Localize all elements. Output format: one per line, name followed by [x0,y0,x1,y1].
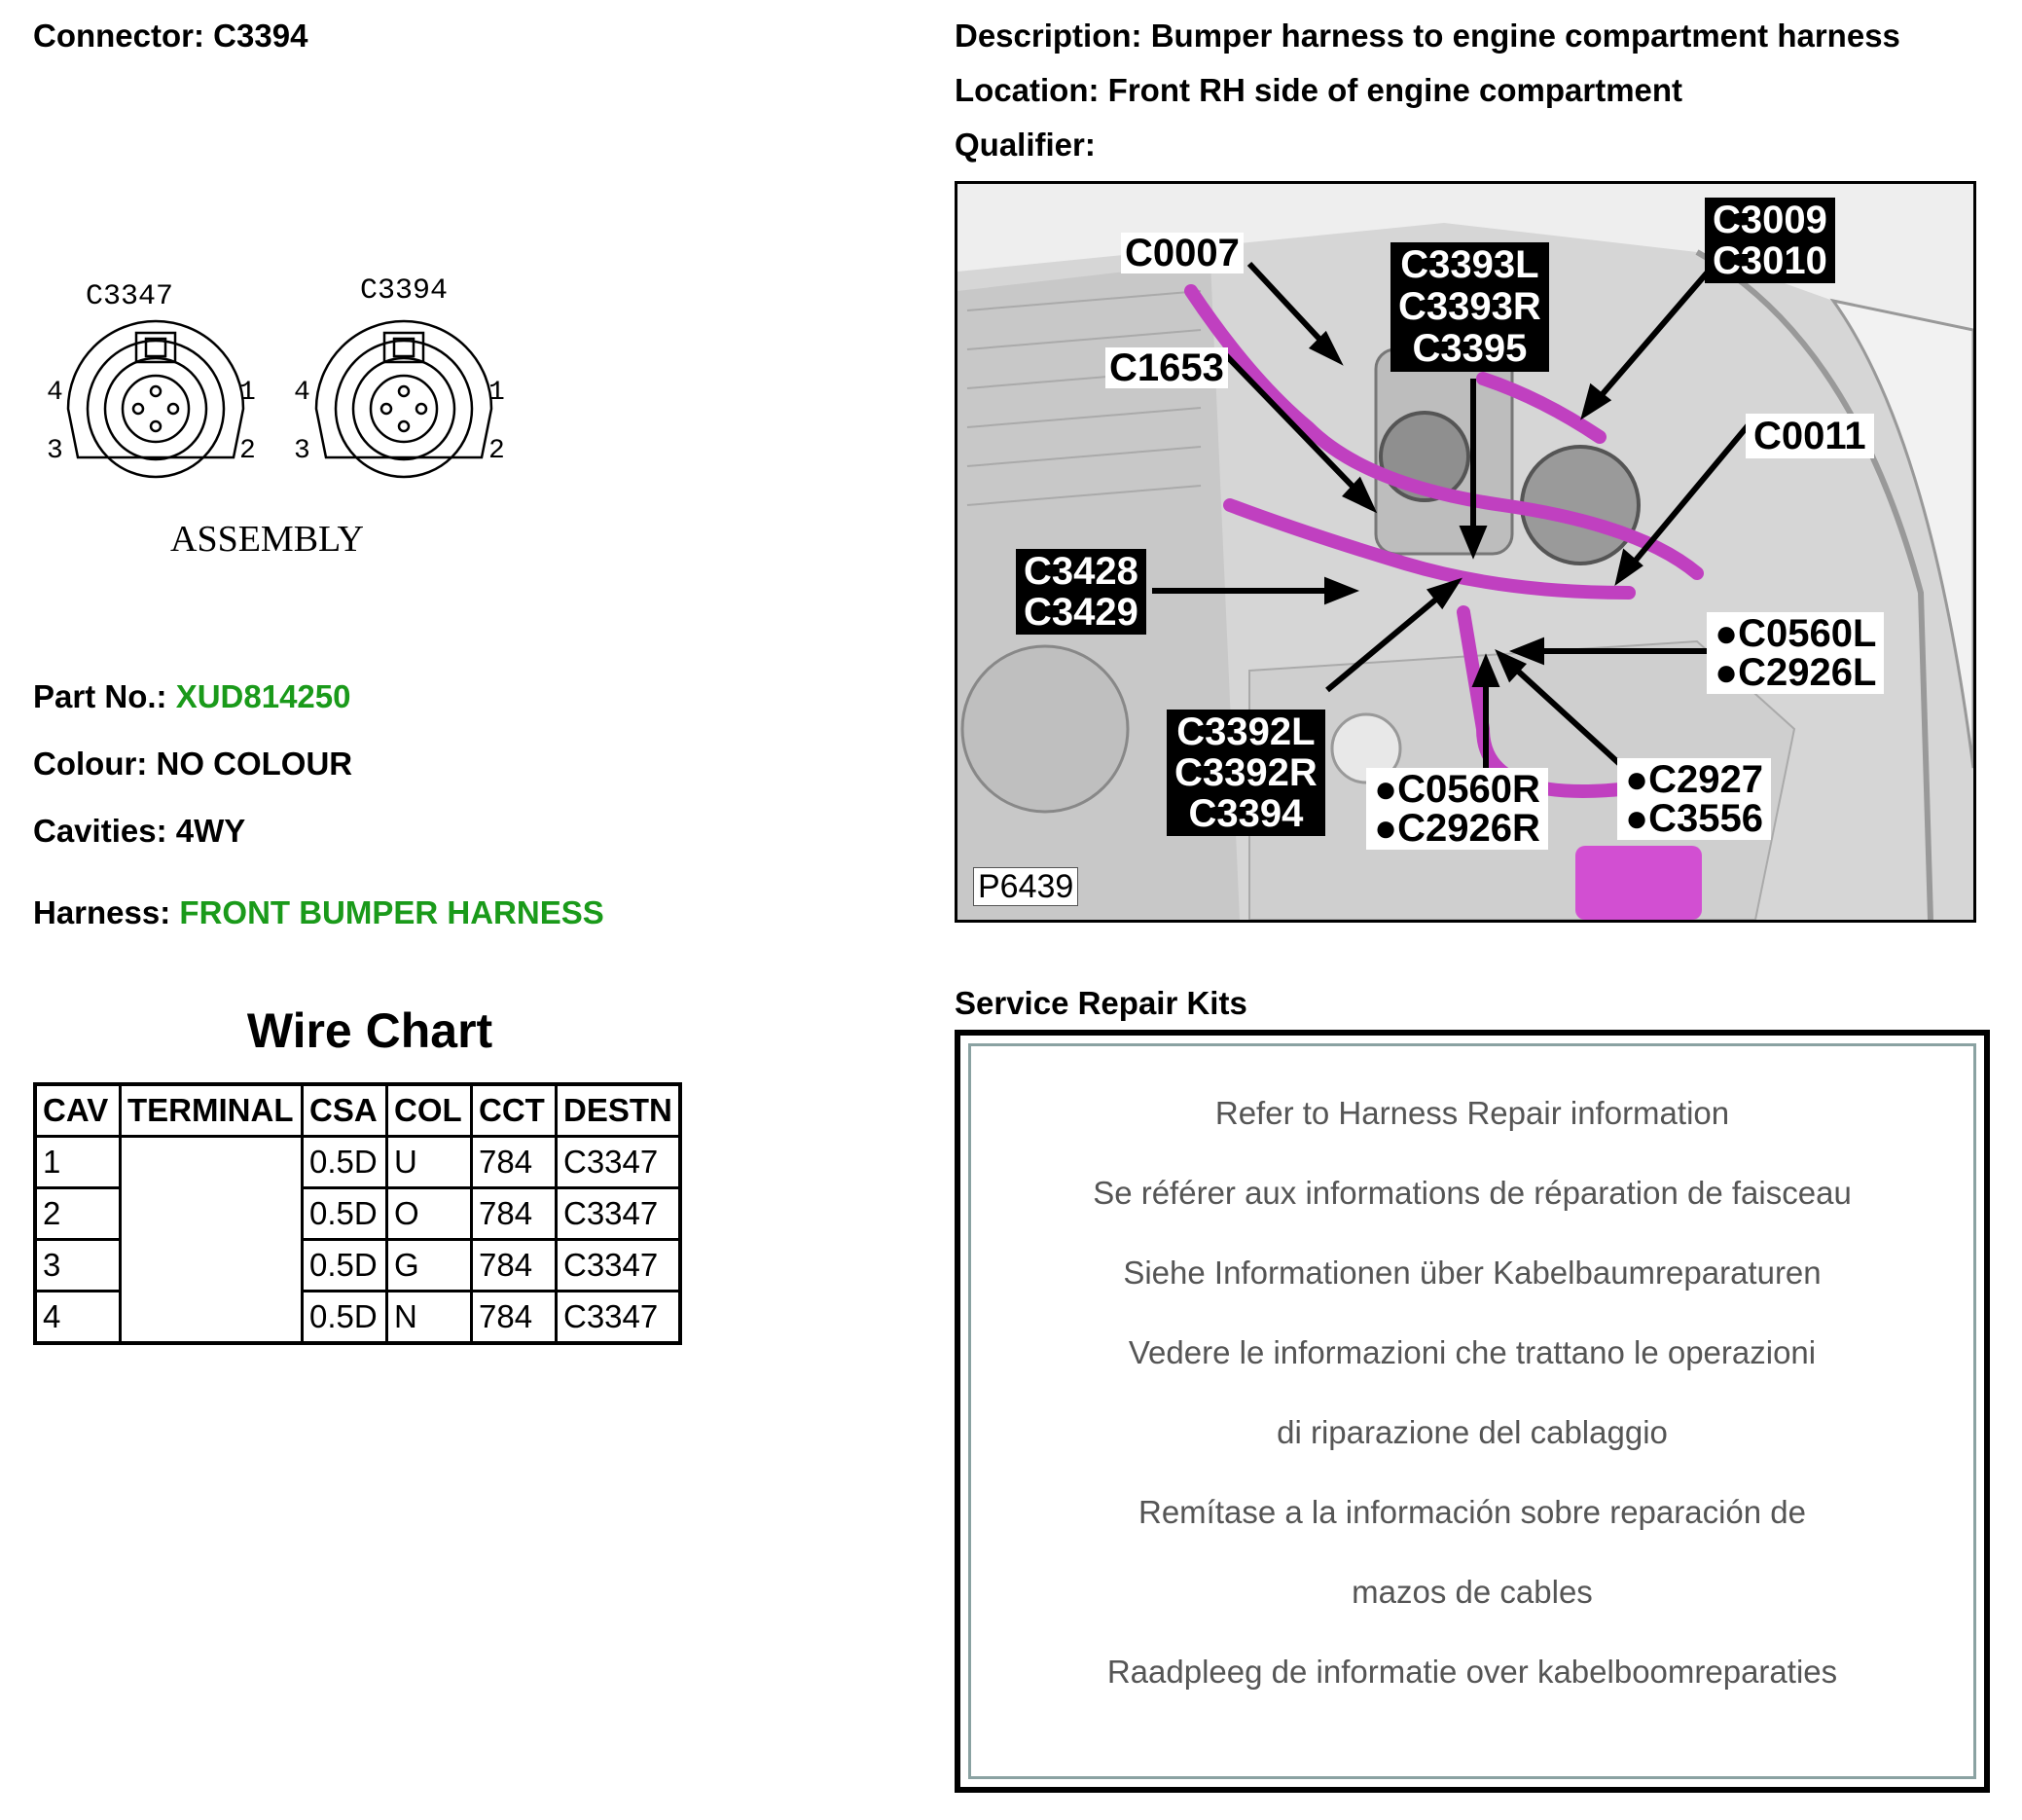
left-pin-2: 2 [239,436,256,466]
left-pin-1: 1 [239,378,256,408]
cct-cell: 784 [472,1137,557,1188]
label-c3392l: C3392L [1176,710,1316,753]
description-label: Description: [955,18,1142,54]
kits-title: Service Repair Kits [955,985,1247,1021]
destn-cell: C3347 [557,1240,681,1292]
part-number-line [33,678,350,715]
label-c0011: C0011 [1746,414,1874,458]
label-c3392-group [1167,710,1325,836]
harness-label: Harness: [33,894,171,930]
connector-location-photo [955,181,1976,923]
kits-line-de: Siehe Informationen über Kabelbaumreparaturen [1123,1255,1822,1291]
col-cct: CCT [472,1084,557,1137]
cav-cell: 4 [35,1292,121,1344]
connector-face-drawing [39,263,545,574]
part-number-link[interactable]: XUD814250 [175,678,351,714]
colour-value: NO COLOUR [156,746,353,782]
csa-cell: 0.5D [303,1137,387,1188]
label-c3393l: C3393L [1400,243,1539,286]
csa-cell: 0.5D [303,1188,387,1240]
label-c3393r: C3393R [1398,285,1541,328]
qualifier-line [955,127,1096,164]
label-c3009: C3009 [1713,199,1827,241]
cavities-line [33,813,245,850]
label-c0560r-group [1366,768,1548,850]
kits-line-it-2: di riparazione del cablaggio [1277,1414,1668,1450]
left-connector-shape [68,321,243,477]
description-line [955,18,1900,55]
wire-chart-header-row [35,1084,680,1137]
label-c2927: ●C2927 [1625,758,1764,801]
connector-label: Connector: [33,18,204,54]
kits-line-es-2: mazos de cables [1352,1574,1593,1610]
description-value: Bumper harness to engine compartment harness [1150,18,1900,54]
connector-heading [33,18,307,55]
left-pin-3: 3 [47,436,63,466]
right-connector-name: C3394 [360,274,449,308]
right-connector-shape [316,321,491,477]
cavities-label: Cavities: [33,813,167,849]
cav-cell: 3 [35,1240,121,1292]
kits-box [955,1030,1990,1793]
cavities-value: 4WY [175,813,246,849]
cct-cell: 784 [472,1292,557,1344]
label-c2927-group [1617,758,1771,840]
cav-cell: 1 [35,1137,121,1188]
label-c2926l: ●C2926L [1715,651,1877,694]
destn-cell: C3347 [557,1292,681,1344]
col-cell: O [387,1188,472,1240]
label-c0560r: ●C0560R [1374,768,1540,811]
label-c0007: C0007 [1121,233,1244,273]
label-c3009-group [1705,198,1835,283]
location-value: Front RH side of engine compartment [1107,72,1683,108]
col-cell: N [387,1292,472,1344]
photo-reference: P6439 [973,867,1078,906]
left-pin-4: 4 [47,378,63,408]
right-pin-4: 4 [294,378,310,408]
qualifier-label: Qualifier: [955,127,1096,163]
kits-line-it-1: Vedere le informazioni che trattano le operazioni [1128,1334,1817,1370]
table-row [35,1137,680,1188]
terminal-cell [121,1137,303,1344]
right-pin-1: 1 [488,378,505,408]
col-cell: G [387,1240,472,1292]
location-label: Location: [955,72,1100,108]
label-c3392r: C3392R [1174,751,1318,794]
label-c2926r: ●C2926R [1374,807,1540,850]
label-c3394: C3394 [1188,792,1304,835]
kits-line-es-1: Remítase a la información sobre reparación de [1137,1494,1807,1530]
destn-cell: C3347 [557,1188,681,1240]
location-line [955,72,1682,109]
kits-inner-frame [968,1043,1976,1779]
label-c1653: C1653 [1105,347,1228,388]
col-destn: DESTN [557,1084,681,1137]
kits-line-nl: Raadpleeg de informatie over kabelboomreparaties [1106,1654,1838,1690]
col-csa: CSA [303,1084,387,1137]
wire-chart-title: Wire Chart [246,1003,493,1058]
label-c3393-group [1390,242,1549,372]
harness-line [33,894,604,931]
left-connector-name: C3347 [86,280,174,313]
part-label: Part No.: [33,678,167,714]
cct-cell: 784 [472,1188,557,1240]
label-c3395: C3395 [1412,327,1528,370]
col-cav: CAV [35,1084,121,1137]
label-c3429: C3429 [1024,591,1138,634]
col-cell: U [387,1137,472,1188]
cav-cell: 2 [35,1188,121,1240]
right-pin-3: 3 [294,436,310,466]
harness-link[interactable]: FRONT BUMPER HARNESS [179,894,604,930]
csa-cell: 0.5D [303,1240,387,1292]
kits-line-fr: Se référer aux informations de réparation de faisceau [1093,1175,1852,1211]
label-c3010: C3010 [1713,239,1827,282]
kits-line-en: Refer to Harness Repair information [1214,1095,1730,1131]
colour-line [33,746,352,783]
destn-cell: C3347 [557,1137,681,1188]
right-pin-2: 2 [488,436,505,466]
label-c3428-group [1016,549,1146,635]
label-c0560l-group [1707,612,1884,694]
connector-value: C3394 [213,18,308,54]
label-c3428: C3428 [1024,550,1138,593]
col-col: COL [387,1084,472,1137]
label-c3556: ●C3556 [1625,797,1764,840]
cct-cell: 784 [472,1240,557,1292]
wire-chart-table [33,1082,682,1345]
assembly-caption: ASSEMBLY [170,519,364,560]
label-c0560l: ●C0560L [1715,612,1877,655]
col-terminal: TERMINAL [121,1084,303,1137]
colour-label: Colour: [33,746,148,782]
csa-cell: 0.5D [303,1292,387,1344]
